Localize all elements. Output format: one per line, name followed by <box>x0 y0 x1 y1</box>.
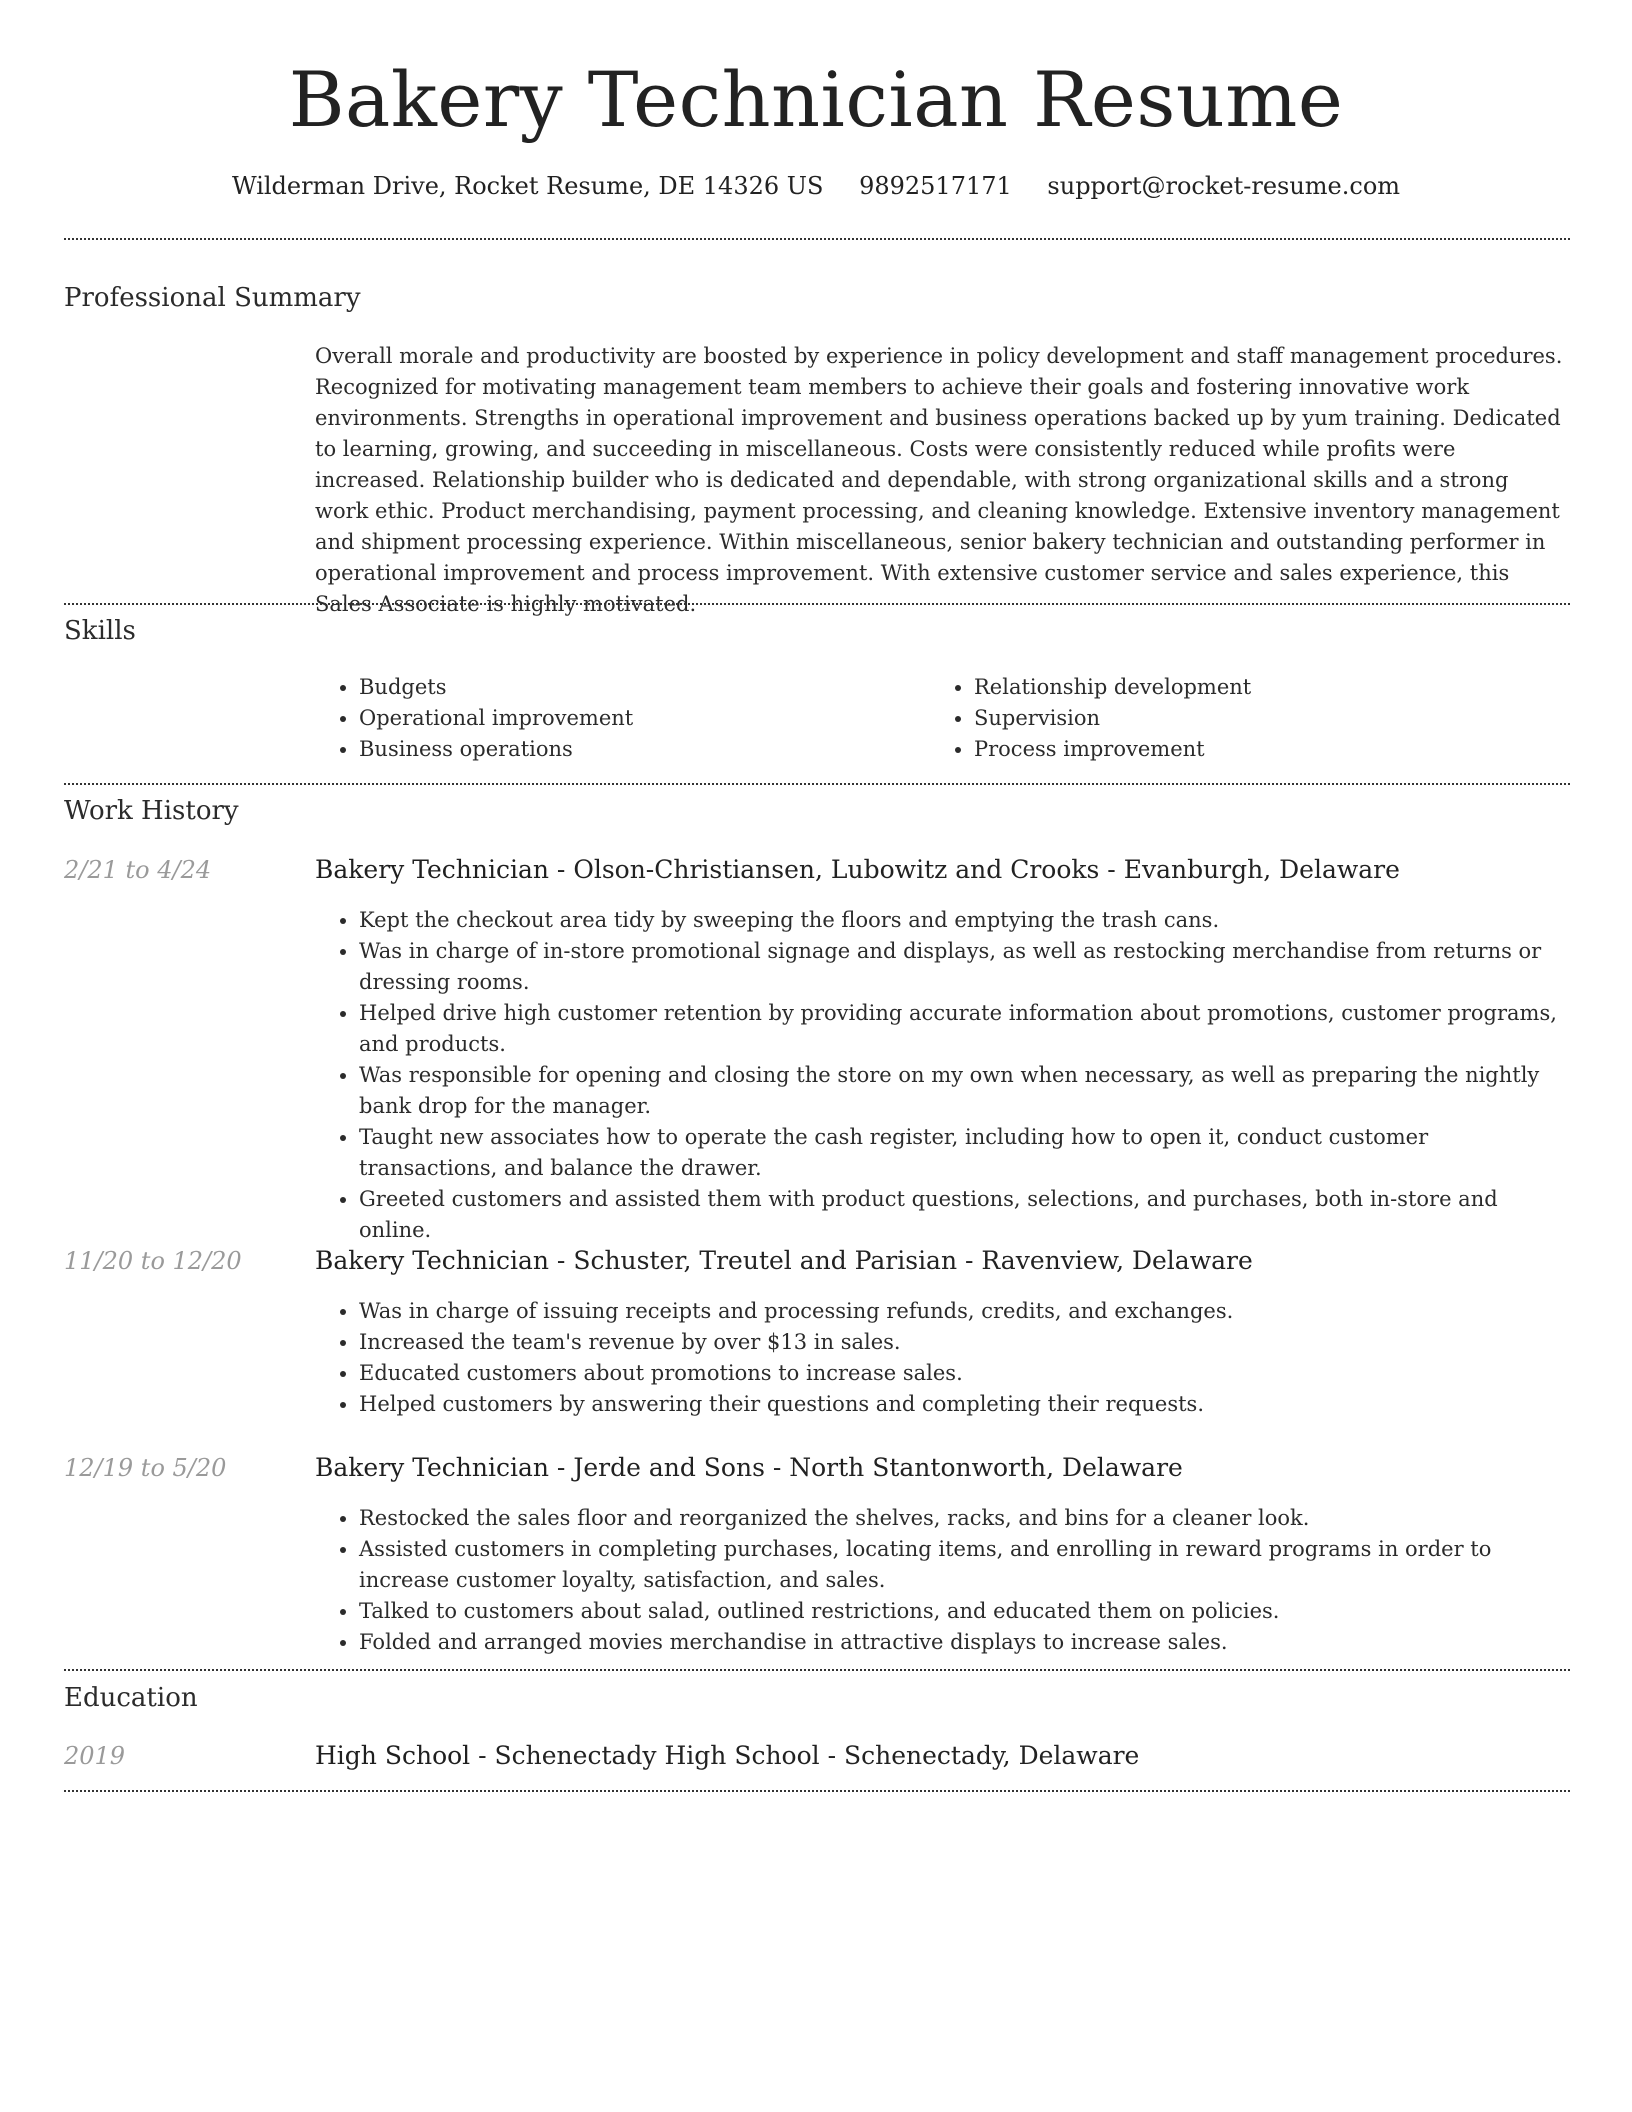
job-employer: - Schuster, Treutel and Parisian - Ravenview, Delaware <box>548 1246 1253 1275</box>
job-duties <box>315 1503 1567 1658</box>
job-employer: - Olson-Christiansen, Lubowitz and Crooks - Evanburgh, Delaware <box>548 855 1400 884</box>
skill-item: • Relationship development <box>974 672 1251 703</box>
job-title <box>315 853 1567 887</box>
resume-title: Bakery Technician Resume <box>288 55 1344 144</box>
job-title <box>315 1451 1567 1485</box>
education-school: - Schenectady High School - Schenectady, Delaware <box>470 1741 1140 1770</box>
duty-item: • Was in charge of in-store promotional signage and displays, as well as restocking merchandise from returns or dressing rooms. <box>359 936 1567 998</box>
education-year: 2019 <box>64 1742 126 1770</box>
job-dates: 12/19 to 5/20 <box>64 1454 227 1482</box>
section-title-work: Work History <box>64 796 239 826</box>
skill-item: • Business operations <box>359 734 633 765</box>
section-title-education: Education <box>64 1683 198 1713</box>
duty-item: • Talked to customers about salad, outlined restrictions, and educated them on policies. <box>359 1596 1567 1627</box>
duty-item: • Increased the team's revenue by over $13 in sales. <box>359 1327 1567 1358</box>
skill-item: • Operational improvement <box>359 703 633 734</box>
duty-item: • Kept the checkout area tidy by sweeping the floors and emptying the trash cans. <box>359 905 1567 936</box>
duty-item: • Restocked the sales floor and reorganized the shelves, racks, and bins for a cleaner look. <box>359 1503 1567 1534</box>
education-degree: High School <box>315 1741 471 1770</box>
contact-address: Wilderman Drive, Rocket Resume, DE 14326 US <box>231 172 824 200</box>
skill-item: • Supervision <box>974 703 1251 734</box>
duty-item: • Folded and arranged movies merchandise in attractive displays to increase sales. <box>359 1627 1567 1658</box>
skills-list-left <box>315 672 633 765</box>
divider <box>64 1790 1570 1792</box>
job-dates: 2/21 to 4/24 <box>64 856 212 884</box>
job-duties <box>315 905 1567 1246</box>
summary-text: Overall morale and productivity are boosted by experience in policy development and staff management procedures. Recognized for motivating management team members to achieve their goals and fostering innovative work environments. Strengths in operational improvement and business operations backed up by yum training. Dedicated to learning, growing, and succeeding in miscellaneous. Costs were consistently reduced while profits were increased. Relationship builder who is dedicated and dependable, with strong organizational skills and a strong work ethic. Product merchandising, payment processing, and cleaning knowledge. Extensive inventory management and shipment processing experience. Within miscellaneous, senior bakery technician and outstanding performer in operational improvement and process improvement. With extensive customer service and sales experience, this Sales Associate is highly motivated. <box>315 344 1563 616</box>
job-role: Bakery Technician <box>315 1246 549 1275</box>
contact-phone: 9892517171 <box>859 172 1012 200</box>
skill-item: • Budgets <box>359 672 633 703</box>
duty-item: • Assisted customers in completing purchases, locating items, and enrolling in reward programs in order to increase customer loyalty, satisfaction, and sales. <box>359 1534 1567 1596</box>
job-employer: - Jerde and Sons - North Stantonworth, Delaware <box>548 1453 1183 1482</box>
job-duties <box>315 1296 1567 1420</box>
divider <box>64 1669 1570 1671</box>
job-role: Bakery Technician <box>315 1453 549 1482</box>
duty-item: • Helped drive high customer retention by providing accurate information about promotions, customer programs, and products. <box>359 998 1567 1060</box>
divider <box>64 238 1570 240</box>
job-title <box>315 1244 1567 1278</box>
divider <box>64 603 1570 605</box>
duty-item: • Was responsible for opening and closing the store on my own when necessary, as well as preparing the nightly bank drop for the manager. <box>359 1060 1567 1122</box>
job-role: Bakery Technician <box>315 855 549 884</box>
divider <box>64 783 1570 785</box>
contact-line <box>0 170 1632 202</box>
duty-item: • Taught new associates how to operate the cash register, including how to open it, conduct customer transactions, and balance the drawer. <box>359 1122 1567 1184</box>
duty-item: • Was in charge of issuing receipts and processing refunds, credits, and exchanges. <box>359 1296 1567 1327</box>
duty-item: • Helped customers by answering their questions and completing their requests. <box>359 1389 1567 1420</box>
skills-list-right <box>930 672 1251 765</box>
skill-item: • Process improvement <box>974 734 1251 765</box>
job-dates: 11/20 to 12/20 <box>64 1247 242 1275</box>
section-title-summary: Professional Summary <box>64 283 361 313</box>
duty-item: • Educated customers about promotions to increase sales. <box>359 1358 1567 1389</box>
duty-item: • Greeted customers and assisted them with product questions, selections, and purchases, both in-store and online. <box>359 1184 1567 1246</box>
education-entry <box>315 1739 1567 1773</box>
section-title-skills: Skills <box>64 616 136 646</box>
contact-email: support@rocket-resume.com <box>1047 172 1401 200</box>
